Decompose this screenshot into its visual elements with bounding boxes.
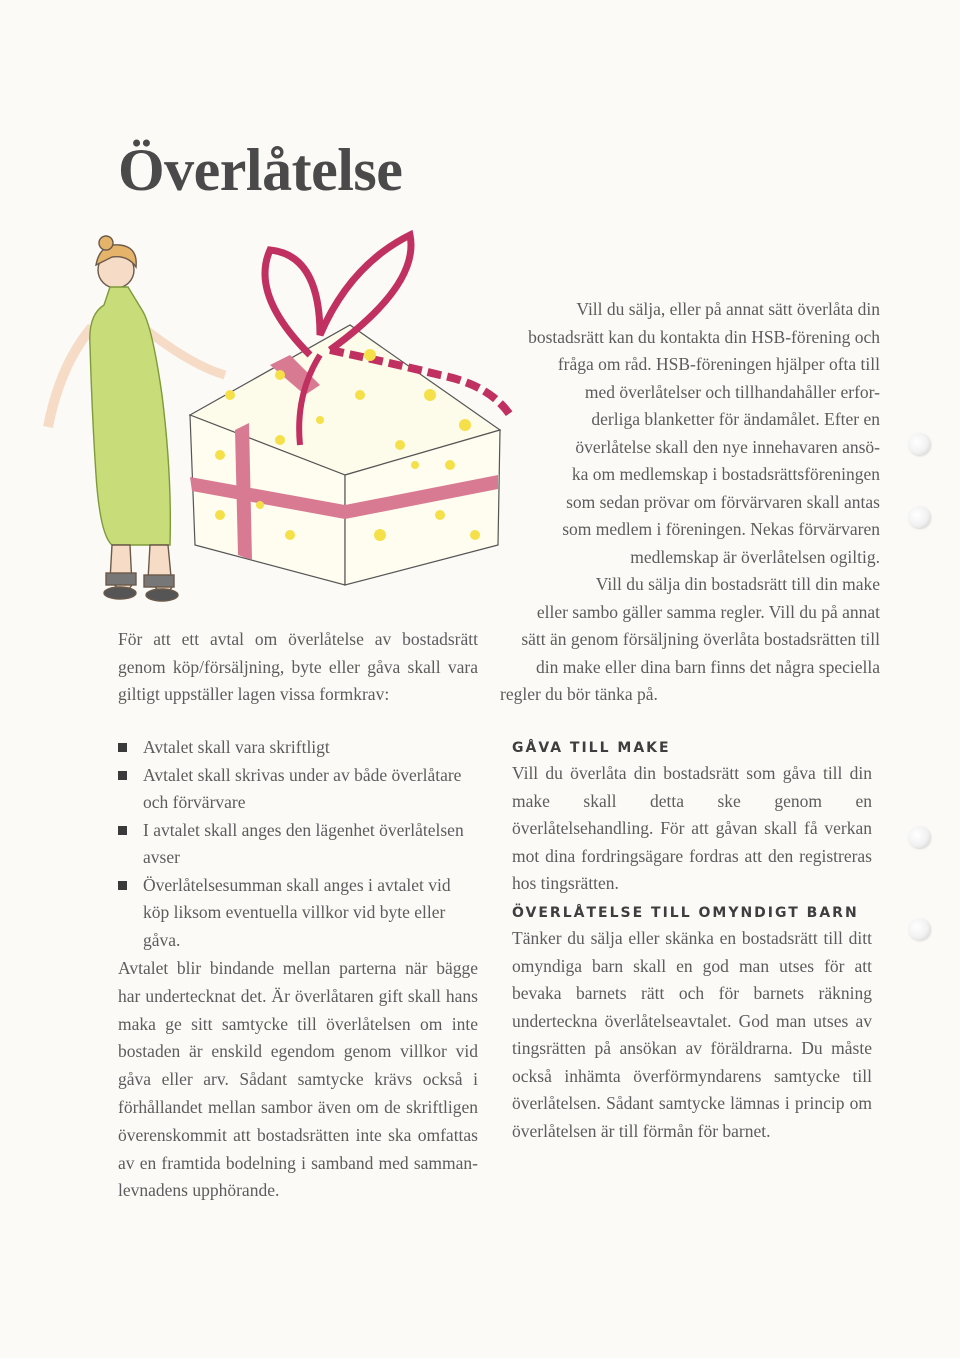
bullet-square-icon [118, 771, 127, 780]
binder-hole [908, 826, 930, 848]
list-item: Avtalet skall skrivas under av både överlåtare och förvärvare [118, 762, 478, 817]
binding-paragraph: Avtalet blir bindande mellan parterna när bägge har undertecknat det. Är överlåtaren gift skall hans maka ge sitt samtycke till överlåtelsen om inte bostaden är enskild egendom genom villkor vid gåva eller arv. Sådant samtycke krävs också i förhållandet mellan sambor även om de skriftligen överenskommit att bostadsrätten inte ska omfattas av en framtida bodelning i samband med sammanlevnadens upphörande. [118, 958, 478, 1201]
gift-house [190, 235, 510, 585]
section-gift-to-spouse [512, 740, 872, 898]
gift-house-illustration [20, 215, 540, 615]
section-heading: GÅVA TILL MAKE [512, 740, 671, 756]
section-transfer-to-minor [512, 905, 872, 1145]
list-item: Överlåtelsesumman skall anges i avtalet vid köp liksom eventuella villkor vid byte eller gåva. [118, 872, 478, 955]
bullet-square-icon [118, 743, 127, 752]
binder-hole [908, 506, 930, 528]
section-text: Vill du överlåta din bostadsrätt som gåva till din make skall detta ske genom en överlåtelsehandling. För att gåvan skall få verkan mot dina fordringsägare fordras att den registreras hos tingsrätten. [512, 763, 872, 893]
intro-paragraph-left: För att ett avtal om överlåtelse av bostadsrätt genom köp/försäljning, byte eller gåva skall vara giltigt uppställer lagen vissa formkrav: [118, 629, 478, 704]
list-item: Avtalet skall vara skriftligt [118, 734, 478, 762]
section-text: Tänker du sälja eller skänka en bostadsrätt till ditt omyndiga barn skall en god man utses för att bevaka barnets rätt och för barnets räkning underteckna överlåtelseavtalet. God man utses av tingsrätten på ansökan av föräldrarna. Du måste också inhämta överförmyndarens samtycke till överlåtelsen. Sådant samtycke lämnas i princip om överlåtelsen är till förmån för barnet. [512, 928, 872, 1141]
bullet-square-icon [118, 826, 127, 835]
bullet-square-icon [118, 881, 127, 890]
list-item: I avtalet skall anges den lägenhet överlåtelsen avser [118, 817, 478, 872]
section-heading: ÖVERLÅTELSE TILL OMYNDIGT BARN [512, 905, 859, 921]
intro-paragraph-right: Vill du sälja, eller på annat sätt överlåta din bostadsrätt kan du kontakta din HSB-förening och fråga om råd. HSB-föreningen hjälper ofta till med överlåtelser och tillhandahåller erfor- derliga blanketter för ändamålet. Efter en överlåtelse skall den nye innehavaren ansö- ka om medlemskap i bostadsrättsföreningen som sedan prövar om förvärvaren skall antas som medlem i föreningen. Nekas förvärvaren medlemskap är överlåtelsen ogiltig. Vill du sälja din bostadsrätt till din make eller sambo gäller samma regler. Vill du på annat sätt än genom försäljning överlåta bostadsrätten till din make eller dina barn finns det några speciella regler du bör tänka på. [500, 299, 880, 704]
binder-hole [908, 918, 930, 940]
page-title: Överlåtelse [118, 137, 403, 204]
requirements-list [118, 734, 478, 954]
binder-hole [908, 433, 930, 455]
